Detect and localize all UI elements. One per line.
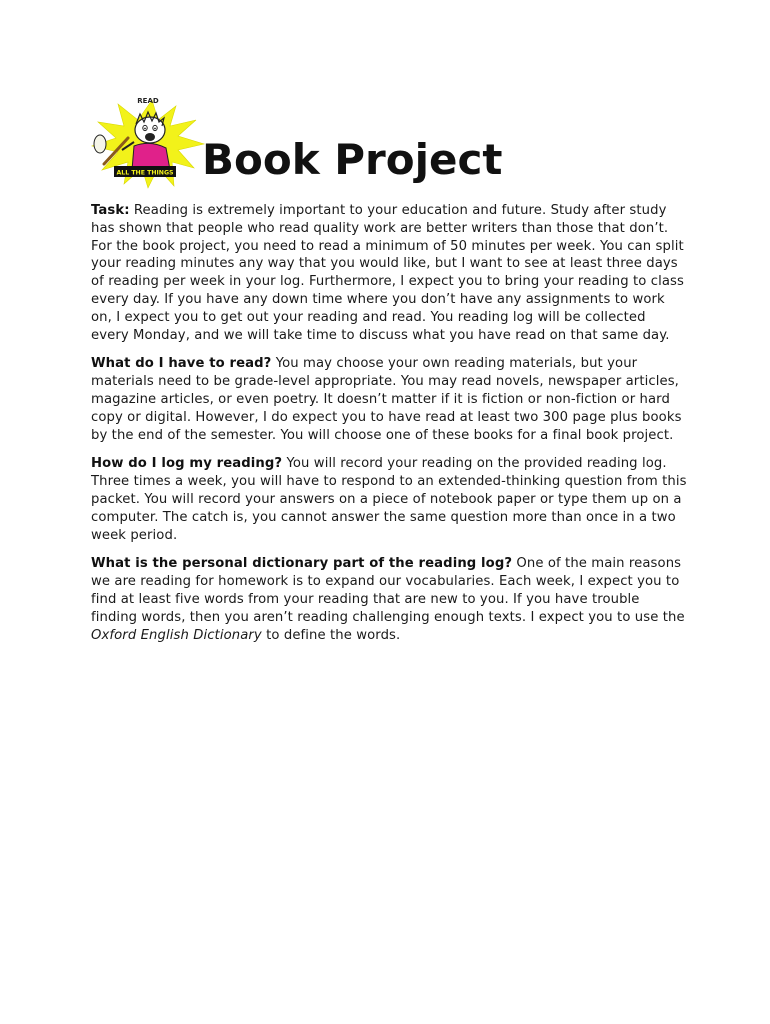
page-title: Book Project xyxy=(202,135,503,184)
paragraph-log-reading xyxy=(91,455,687,544)
document-body xyxy=(91,202,687,655)
paragraph-what-to-read xyxy=(91,355,687,444)
paragraph-text: Reading is extremely important to your education and future. Study after study has shown that people who read quality work are better writers than those that don’t. For the book project, you need to read a minimum of 50 minutes per week. You can split your reading minutes any way that you would like, but I want to see at least three days of reading per week in your log. Furthermore, I expect you to bring your reading to class every day. If you have any down time where you don’t have any assignments to work on, I expect you to get out your reading and read. You reading log will be collected every Monday, and we will take time to discuss what you have read on that same day. xyxy=(91,203,684,343)
paragraph-text-end: to define the words. xyxy=(266,627,401,643)
paragraph-lead: Task: xyxy=(91,203,130,218)
paragraph-text: You will record your reading on the provided reading log. Three times a week, you will have to respond to an extended-thinking question from this packet. You will record your answers on a piece of notebook paper or type them up on a computer. The catch is, you cannot answer the same question more than once in a two week period. xyxy=(91,456,687,543)
logo-top-text: READ xyxy=(137,97,159,105)
logo-banner-text: ALL THE THINGS xyxy=(116,169,174,177)
paragraph-lead: How do I log my reading? xyxy=(91,456,283,472)
paragraph-task xyxy=(91,202,687,344)
dictionary-title: Oxford English Dictionary xyxy=(91,627,262,643)
paragraph-personal-dictionary xyxy=(91,555,687,644)
paragraph-lead: What do I have to read? xyxy=(91,356,272,372)
paragraph-text: You may choose your own reading materials, but your materials need to be grade-level appropriate. You may read novels, newspaper articles, magazine articles, or even poetry. It doesn’t matter if it is fiction or non-fiction or hard copy or digital. However, I do expect you to have read at least two 300 page plus books by the end of the semester. You will choose one of these books for a final book project. xyxy=(91,356,682,443)
comic-hero-icon xyxy=(88,94,208,190)
document-header xyxy=(88,94,688,194)
broom-head xyxy=(94,135,106,153)
paragraph-text: One of the main reasons we are reading for homework is to expand our vocabularies. Each week, I expect you to find at least five words from your reading that are new to you. If you have trouble finding words, then you aren’t reading challenging enough texts. I expect you to use the xyxy=(91,556,685,625)
mouth-shape xyxy=(145,133,155,141)
paragraph-lead: What is the personal dictionary part of the reading log? xyxy=(91,556,513,572)
